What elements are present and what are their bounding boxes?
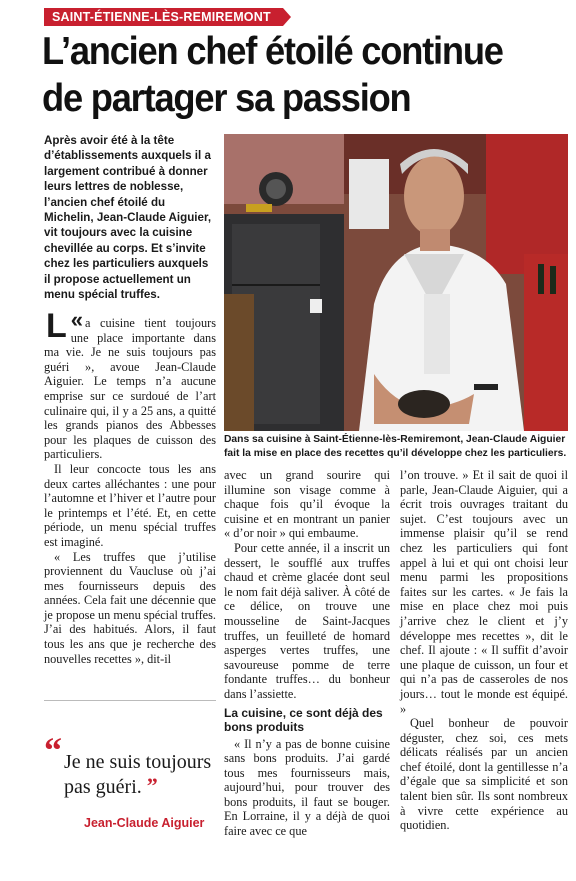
paragraph-5: Pour cette année, il a inscrit un dessert, le soufflé aux truffes chaud et crème glacée dont seul le nom fait déjà saliver. À côté de ce délice, on trouve une mousseline de Saint-Jacques truffes, un feuilleté de homard asperges vertes truffes, une savoureuse pomme de terre fondante truffes… du bonheur dans l’assiette.	[224, 540, 390, 701]
pullquote-open-mark: “	[44, 730, 62, 770]
article-headline: L’ancien chef étoilé continue de partager sa passion	[42, 30, 503, 120]
paragraph-2: Il leur concocte tous les ans deux cartes alléchantes : une pour l’automne et l’hiver et l’autre pour le printemps et l’été. Et, en cette période, un menu spécial truffes est imaginé.	[44, 461, 216, 549]
paragraph-3: « Les truffes que j’utilise proviennent du Vaucluse où j’ai mes fournisseurs depuis des années. Cela fait une décennie que je propose un menu spécial truffes. J’ai des habitués. Alors, il faut tous les ans que je recherche des nouvelles recettes », dit-il	[44, 549, 216, 666]
dropcap: L	[46, 307, 67, 345]
pullquote-text: Je ne suis toujours pas guéri.	[64, 751, 212, 798]
chef-photo-illustration	[224, 134, 568, 431]
pullquote-text-block	[64, 750, 214, 799]
pullquote-close-mark: ”	[146, 773, 158, 798]
article-column-3	[400, 468, 568, 833]
pullquote-divider	[44, 700, 216, 701]
paragraph-1	[44, 307, 216, 462]
article-photo	[224, 134, 568, 431]
paragraph-8: Quel bonheur de pouvoir déguster, chez soi, ces mets délicats réalisés par un ancien chef étoilé, dont la gentillesse n’a d’égale que sa simplicité et son talent bien sûr. Ils sont nombreux à vivre cette expérience au quotidien.	[400, 716, 568, 833]
section-kicker: SAINT-ÉTIENNE-LÈS-REMIREMONT	[44, 8, 283, 26]
paragraph-4: avec un grand sourire qui illumine son visage comme à chaque fois qu’il évoque la cuisine et en montrant un panier « d’or noir » qui embaume.	[224, 468, 390, 541]
open-quote: «	[70, 307, 84, 332]
paragraph-6: « Il n’y a pas de bonne cuisine sans bons produits. J’ai gardé tous mes fournisseurs mais, aujourd’hui, pour trouver des bons produits, il faut se bouger. En Lorraine, il y a déjà de quoi faire avec ce que	[224, 736, 390, 839]
paragraph-1-text: a cuisine tient toujours une place importante dans ma vie. Je ne suis toujours pas guéri », avoue Jean-Claude Aiguier. Le temps n’a aucune emprise sur ce surdoué de l’art culinaire qui, il y a 25 ans, a quitté les grands pianos des Abbesses pour les plaques de cuisson des particuliers.	[44, 316, 216, 462]
article-lead: Après avoir été à la tête d’établissements auxquels il a largement contribué à donner leurs lettres de noblesse, l’ancien chef étoilé du Michelin, Jean-Claude Aiguier, vit toujours avec la cuisine chevillée au corps. Et s’invite chez les particuliers auxquels il propose actuellement un menu spécial truffes.	[44, 134, 212, 302]
pullquote-author: Jean-Claude Aiguier	[84, 816, 205, 830]
article-column-1	[44, 307, 216, 666]
paragraph-7: l’on trouve. » Et il sait de quoi il parle, Jean-Claude Aiguier, qui a écrit trois ouvrages traitant du sujet. C’est toujours avec un immense plaisir qu’il se rend chez les particuliers qui font appel à lui et qui ont choisi leur menu parmi les propositions faites sur les cartes. « Je fais la mise en place chez moi puis j’arrive chez le client et j’y développe mes recettes », dit le chef. Il ajoute : « Il suffit d’avoir une plaque de cuisson, un four et qui n’a pas de casseroles de nos jours… tout le monde est équipé. »	[400, 468, 568, 716]
article-column-2	[224, 468, 390, 839]
photo-caption: Dans sa cuisine à Saint-Étienne-lès-Remiremont, Jean-Claude Aiguier fait la mise en place des recettes qu’il développe chez les particuliers.	[224, 434, 567, 459]
intertitle: La cuisine, ce sont déjà des bons produits	[224, 705, 383, 734]
